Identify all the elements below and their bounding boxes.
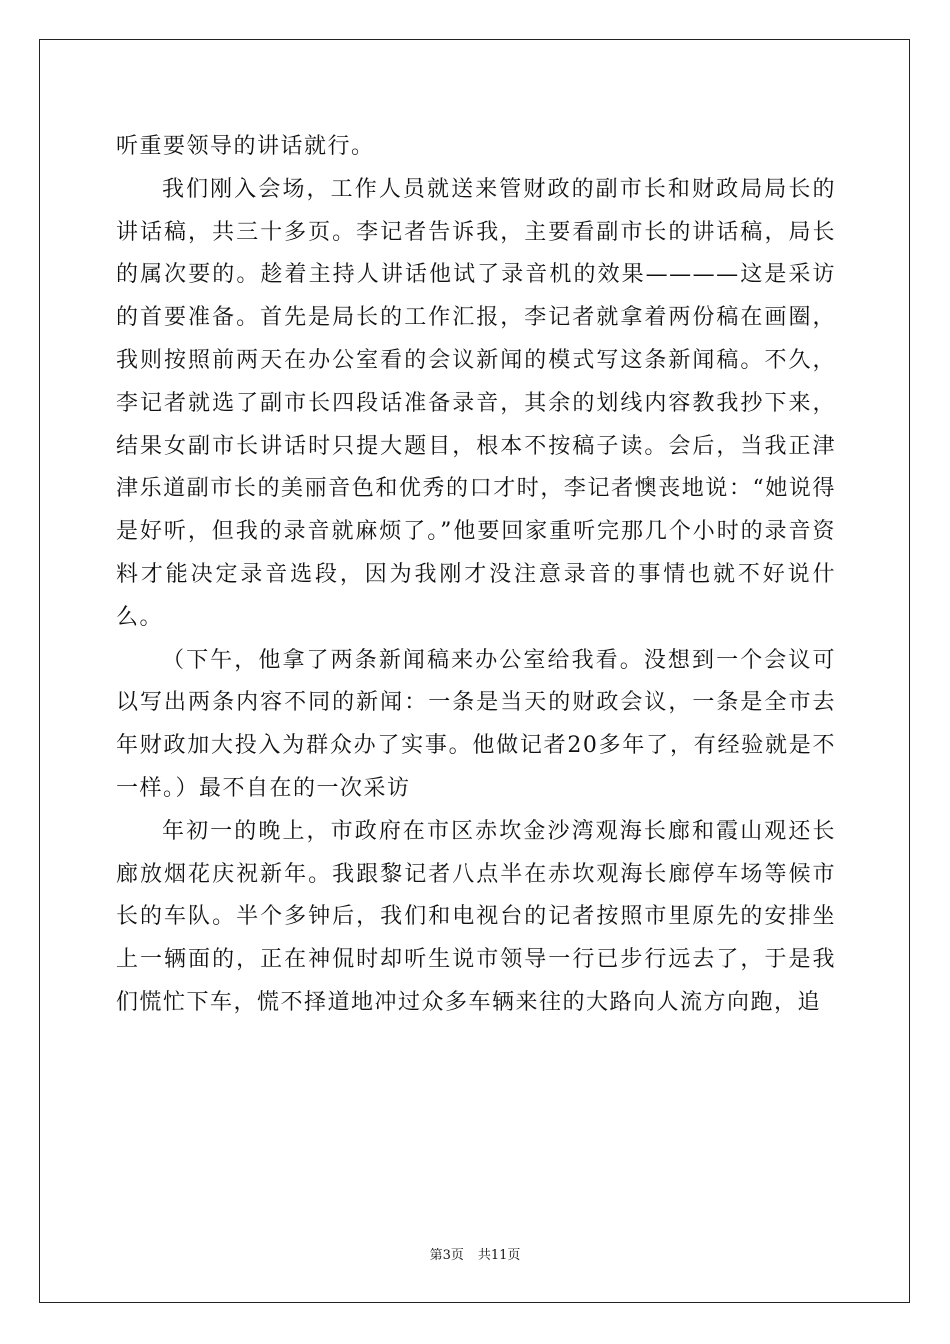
paragraph-continuation: 听重要领导的讲话就行。 xyxy=(116,134,375,159)
paragraph-meeting: 我们刚入会场，工作人员就送来管财政的副市长和财政局局长的讲话稿，共三十多页。李记者告诉我，主要看副市长的讲话稿，局长的属次要的。趁着主持人讲话他试了录音机的效果————这是采访的首要准备。首先是局长的工作汇报，李记者就拿着两份稿在画圈，我则按照前两天在办公室看的会议新闻的模式写这条新闻稿。不久，李记者就选了副市长四段话准备录音，其余的划线内容教我抄下来，结果女副市长讲话时只提大题目，根本不按稿子读。会后，当我正津津乐道副市长的美丽音色和优秀的口才时，李记者懊丧地说：“她说得是好听，但我的录音就麻烦了。”他要回家重听完那几个小时的录音资料才能决定录音选段，因为我刚才没注意录音的事情也就不好说什么。 xyxy=(116,176,836,630)
paragraph-new-year: 年初一的晚上，市政府在市区赤坎金沙湾观海长廊和霞山观还长廊放烟花庆祝新年。我跟黎记者八点半在赤坎观海长廊停车场等候市长的车队。半个多钟后，我们和电视台的记者按照市里原先的安排坐上一辆面的，正在神侃时却听生说市领导一行已步行远去了，于是我们慌忙下车，慌不择道地冲过众多车辆来往的大路向人流方向跑，追 xyxy=(116,818,836,1015)
page-total: 共11页 xyxy=(477,1248,521,1263)
paragraph-afternoon: （下午，他拿了两条新闻稿来办公室给我看。没想到一个会议可以写出两条内容不同的新闻：一条是当天的财政会议，一条是全市去年财政加大投入为群众办了实事。他做记者20多年了，有经验就是不一样。）最不自在的一次采访 xyxy=(116,647,836,801)
document-body xyxy=(116,126,836,1025)
page-footer xyxy=(0,1247,950,1265)
page-number: 第3页 xyxy=(429,1248,464,1263)
